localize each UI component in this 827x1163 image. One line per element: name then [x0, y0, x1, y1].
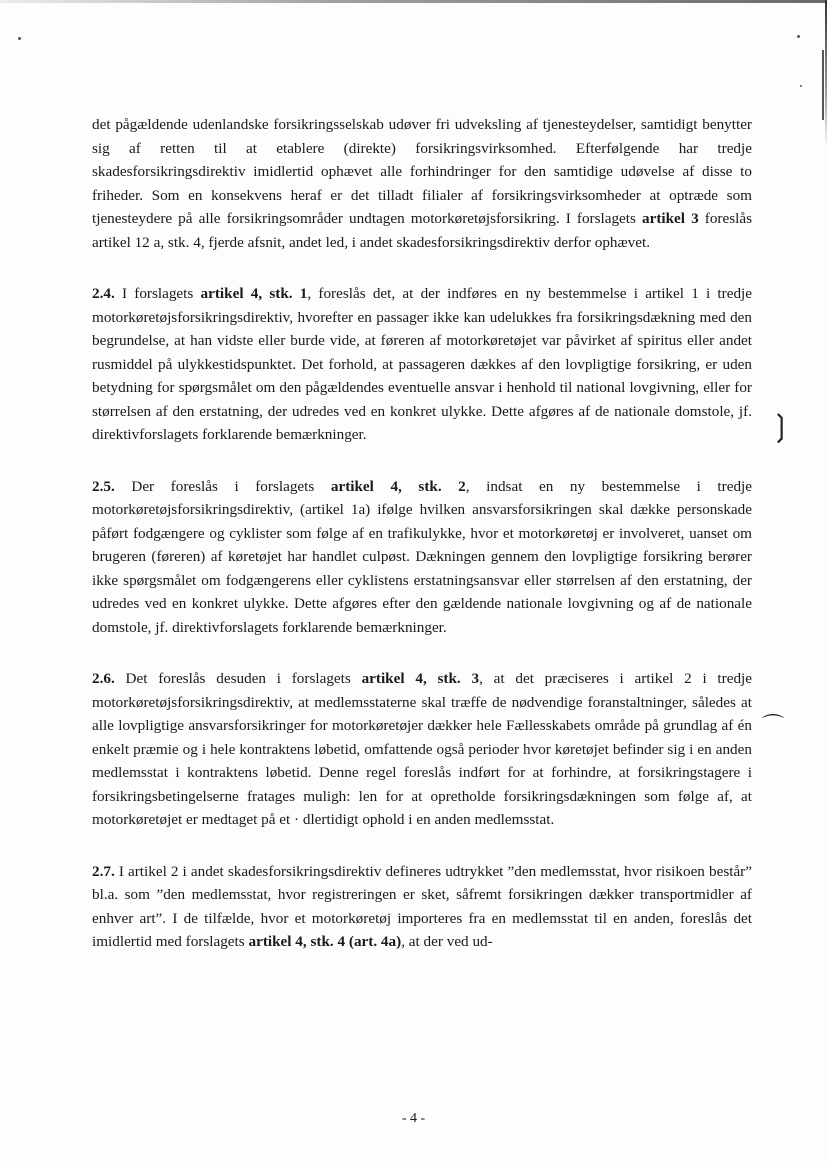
- bold-text: 2.5.: [92, 477, 115, 495]
- bold-text: artikel 4, stk. 3: [361, 670, 480, 687]
- paragraph-text: , at der ved ud-: [401, 933, 493, 950]
- paragraph-text: , indsat en ny bestemmelse i tredje motorkøretøjsforsikringsdirektiv, (artikel 1a) ifølge hvilken ansvarsforsikringen skal dække personskade påført fodgængere og cyklister som følge af en trafikulykke, hvor et motorkøretøj er involveret, uanset om brugeren (føreren) af køretøjet har handlet culpøst. Dækningen gennem den lovpligtige forsikring berører ikke spørgsmålet om fodgængerens eller cyklistens erstatningsansvar eller størrelsen af den erstatning, der udredes ved en konkret ulykke. Dette afgøres efter den gældende nationale lovgivning og af de nationale domstole, jf. direktivforslagets forklarende bemærkninger.: [92, 477, 752, 636]
- paragraph: [92, 282, 752, 447]
- scan-speck: [800, 85, 802, 87]
- hole-punch-mark: ⌒: [762, 714, 785, 739]
- bold-text: 2.6.: [92, 670, 115, 687]
- paragraph-text: I forslagets: [114, 285, 201, 302]
- bold-text: artikel 4, stk. 2: [330, 477, 466, 495]
- bold-text: 2.4.: [92, 285, 115, 302]
- scan-speck: [18, 37, 21, 40]
- paragraph-text: Der foreslås i forslagets: [114, 477, 331, 495]
- paragraph: [92, 860, 752, 954]
- paragraph-text: I artikel 2 i andet skadesforsikringsdirektiv defineres udtrykket ”den medlemsstat, hvor risikoen består” bl.a. som ”den medlemsstat, hvor registreringen er sket, såfremt forsikringen dækker transportmidler af enhver art”. I de tilfælde, hvor et motorkøretøj importeres fra en medlemsstat til en anden, foreslås det imidlertid med forslagets: [92, 862, 752, 950]
- page-number: - 4 -: [401, 1111, 426, 1126]
- paragraph-text: det pågældende udenlandske forsikringsselskab udøver fri udveksling af tjenesteydelser, samtidigt benytter sig af retten til at etablere (direkte) forsikringsvirksomhed. Efterfølgende har tredje skadesforsikringsdirektiv imidlertid ophævet alle forhindringer for den samtidige udøvelse af disse to friheder. Som en konsekvens heraf er det tilladt filialer af forsikringsvirksomheder at optræde som tjenesteydere på alle forsikringsområder undtagen motorkøretøjsforsikring. I forslagets: [92, 116, 752, 227]
- hole-punch-mark: ❳: [768, 409, 794, 444]
- paragraph-text: , at det præciseres i artikel 2 i tredje motorkøretøjsforsikringsdirektiv, at medlemsstaterne skal træffe de nødvendige foranstaltninger, således at alle lovpligtige ansvarsforsikringer for motorkøretøjer dækker hele Fællesskabets område på grundlag af én enkelt præmie og i hele kontraktens løbetid, omfattende også perioder hvor køretøjet befinder sig i en anden medlemsstat i kontraktens løbetid. Denne regel foreslås indført for at forhindre, at forsikringstagere i forsikringsbetingelserne fratages muligh: len for at opretholde forsikringsdækningen som følge af, at motorkøretøjet er medtaget på et · dlertidigt ophold i en anden medlemsstat.: [92, 670, 752, 828]
- bold-text: artikel 4, stk. 4 (art. 4a): [248, 933, 402, 950]
- paragraph: [92, 113, 752, 254]
- bold-text: artikel 4, stk. 1: [200, 285, 308, 302]
- scan-edge-top: [0, 0, 827, 3]
- document-body: [92, 113, 752, 982]
- scan-speck: [797, 35, 800, 38]
- bold-text: artikel 3: [642, 210, 699, 227]
- paragraph-text: foreslås artikel 12 a, stk. 4, fjerde afsnit, andet led, i andet skadesforsikringsdirektiv derfor ophævet.: [92, 210, 752, 251]
- paragraph: [92, 475, 752, 640]
- paragraph-text: Det foreslås desuden i forslagets: [114, 670, 362, 687]
- paragraph: [92, 667, 752, 832]
- scan-speck: [822, 50, 824, 120]
- bold-text: 2.7.: [92, 862, 115, 880]
- paragraph-text: , foreslås det, at der indføres en ny bestemmelse i artikel 1 i tredje motorkøretøjsforsikringsdirektiv, hvorefter en passager ikke kan udelukkes fra forsikringsdækning med den begrundelse, at han vidste eller burde vide, at føreren af motorkøretøjet var påvirket af spiritus eller andet rusmiddel på ulykkestidspunktet. Det forhold, at passageren dækkes af den lovpligtige forsikring, er uden betydning for spørgsmålet om den pågældendes eventuelle ansvar i henhold til national lovgivning, eller for størrelsen af den erstatning, der udredes ved en konkret ulykke. Dette afgøres af de nationale domstole, jf. direktivforslagets forklarende bemærkninger.: [92, 285, 753, 443]
